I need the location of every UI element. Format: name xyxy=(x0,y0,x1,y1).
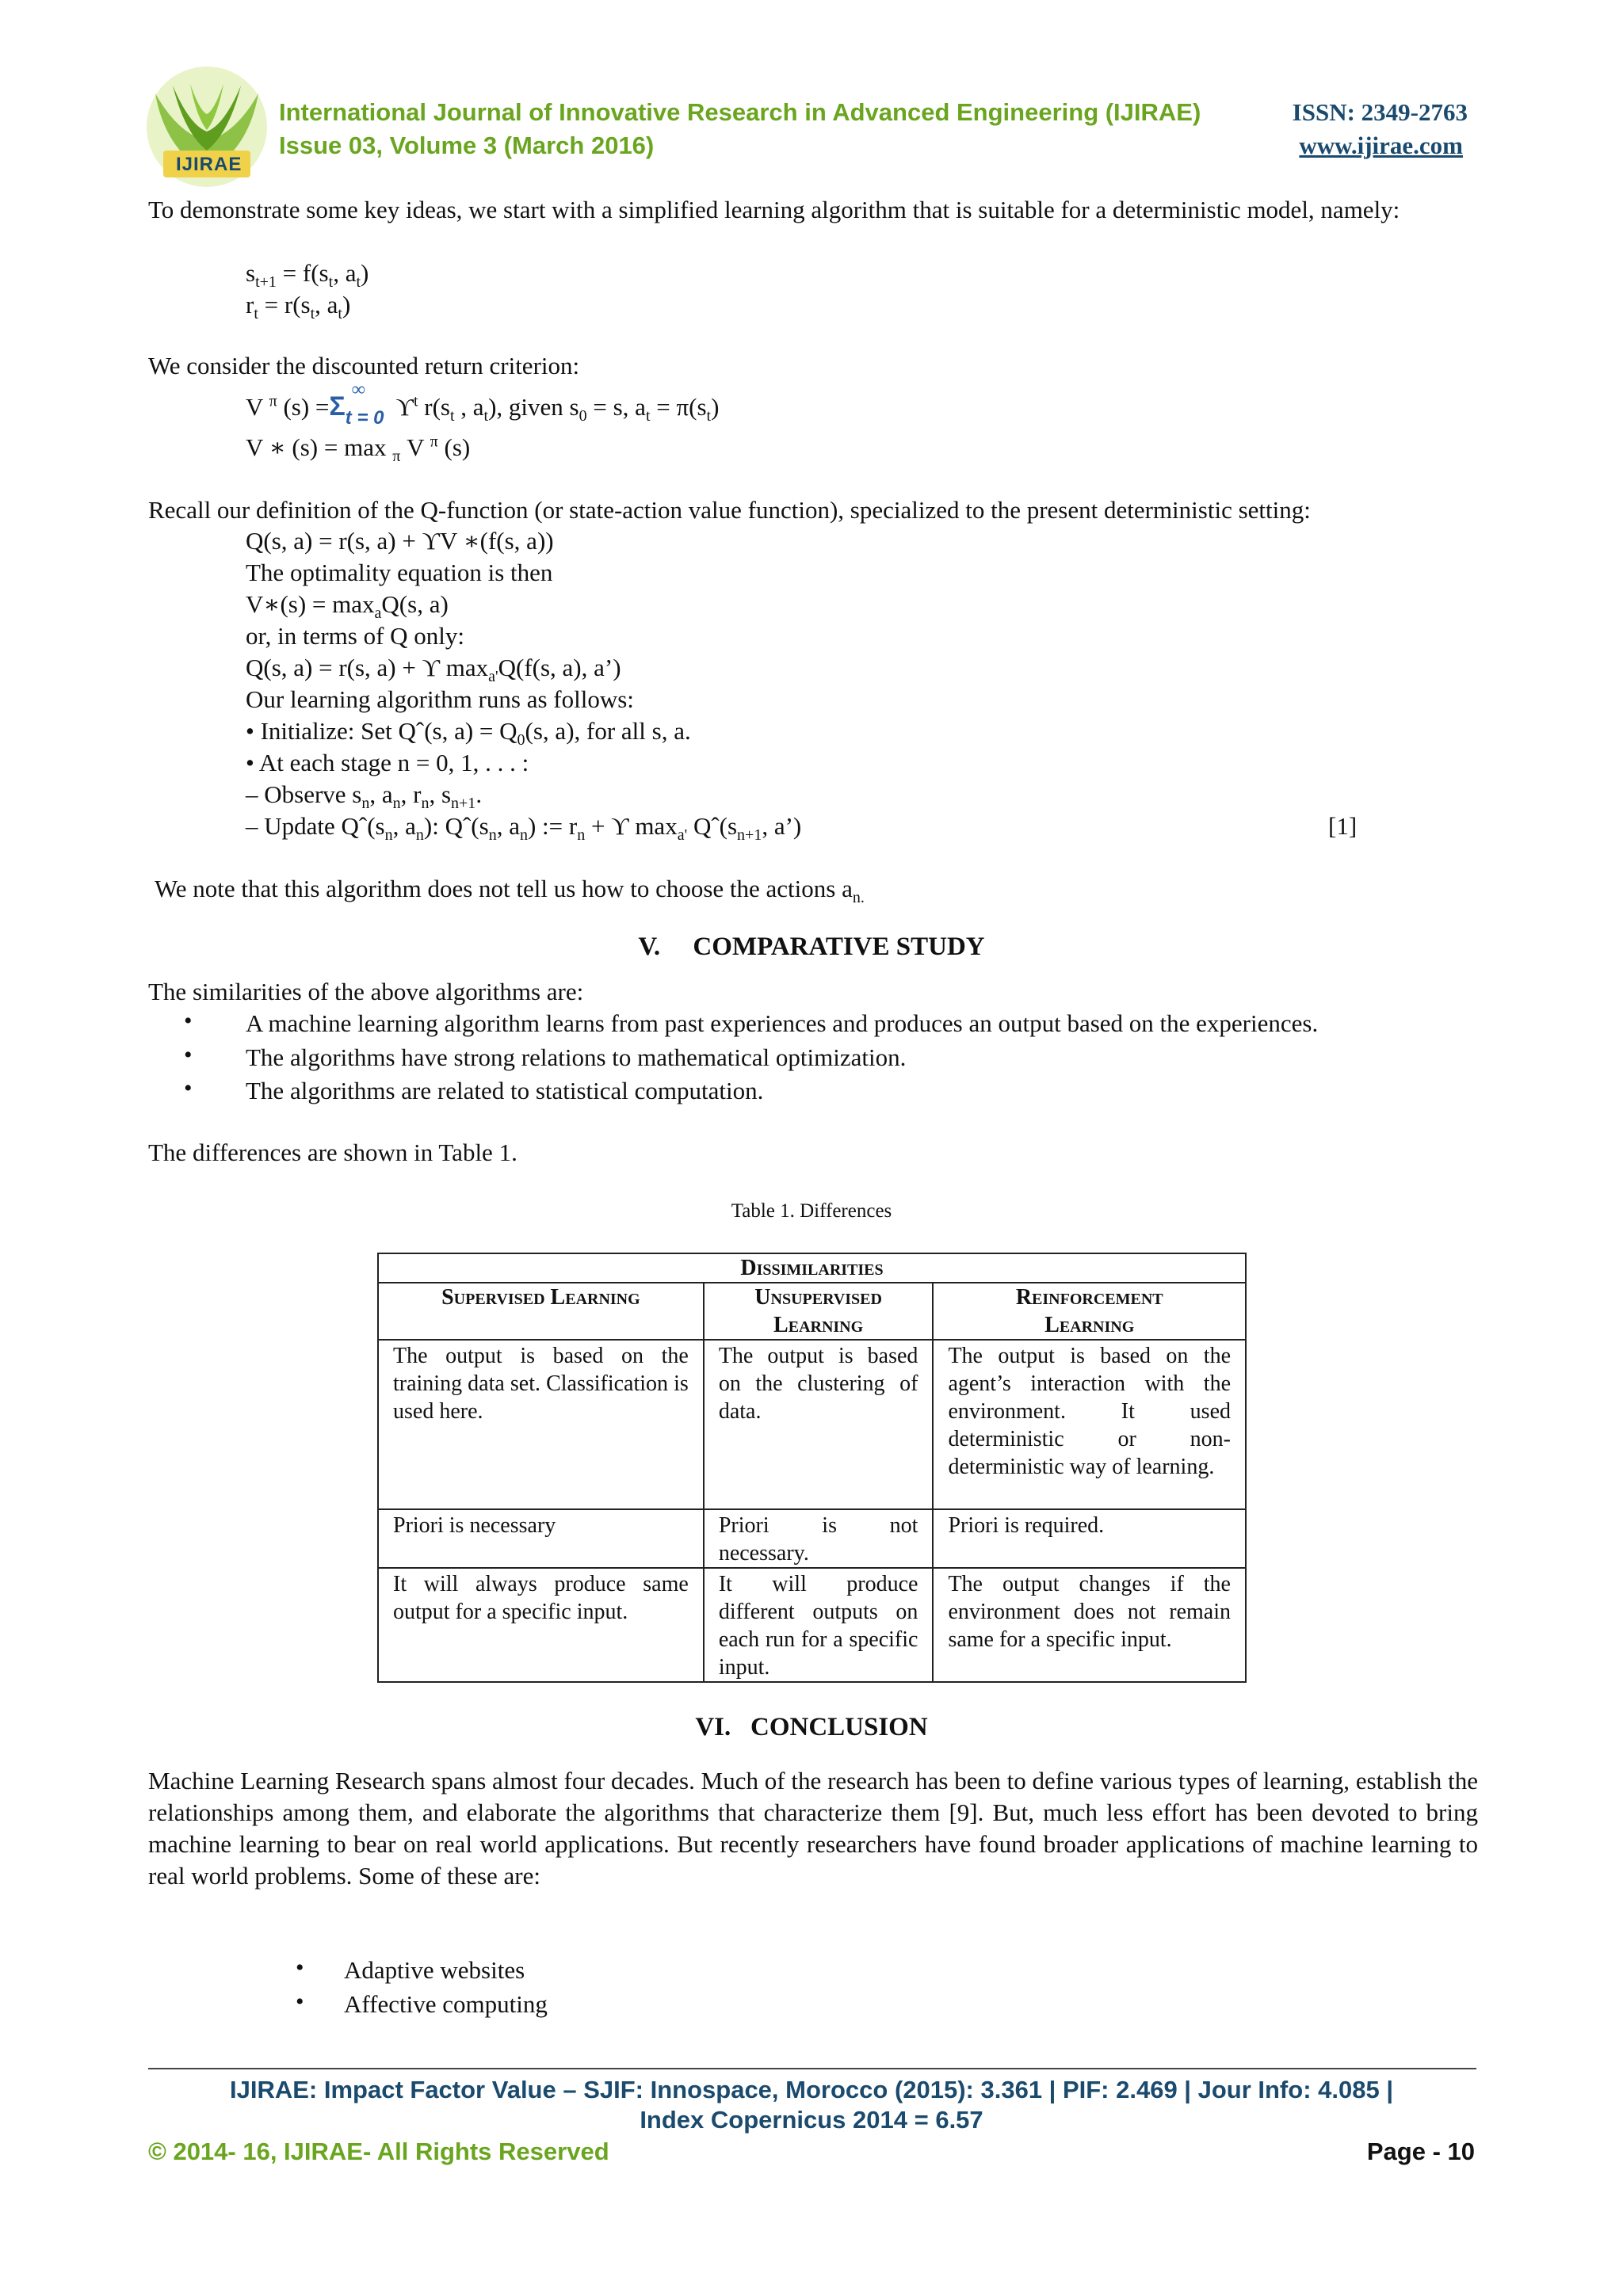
table-cell: It will produce different outputs on each run for a specific input. xyxy=(704,1568,934,1682)
similarity-item: The algorithms are related to statistical computation. xyxy=(246,1077,764,1104)
issue-info: Issue 03, Volume 3 (March 2016) xyxy=(279,132,655,159)
page-number: Page - 10 xyxy=(1366,2138,1475,2165)
equation-value: V $^\pi$ (s) =Σ ∞ t = 0 $ϒ^t$ $r(s_t$ , $a_t$), given $s_0 = s$, $a_t = \pi(s_t)$ xyxy=(246,379,720,429)
optimality-text: The optimality equation is then xyxy=(246,559,553,586)
differences-table xyxy=(377,1253,1247,1683)
similarity-item: A machine learning algorithm learns from past experiences and produces an output based on the experiences. xyxy=(246,1009,1319,1037)
footer-impact-factor: IJIRAE: Impact Factor Value – SJIF: Innospace, Morocco (2015): 3.361 | PIF: 2.469 | Jour Info: 4.085 | xyxy=(230,2076,1393,2103)
algorithm-step-update: – Update $Qˆ(s_n$, $a_n$): $Qˆ(s_n$, $a_n$) := $r_n + ϒ$ $\max_{a'}$ $Qˆ(s_{n+1}$, a’) xyxy=(246,812,802,845)
logo-text: IJIRAE xyxy=(176,154,242,175)
table-cell: Priori is required. xyxy=(933,1509,1246,1568)
bullet-icon: • xyxy=(184,1075,193,1101)
reference-1: [1] xyxy=(1328,812,1358,840)
equation-reward: $r_t = r(s_t$, $a_t$) xyxy=(246,291,351,323)
bullet-icon: • xyxy=(184,1042,193,1068)
section-heading-comparative-study: V. COMPARATIVE STUDY xyxy=(638,933,985,961)
discounted-return-text: We consider the discounted return criterion: xyxy=(148,352,580,379)
column-header: Reinforcement Learning xyxy=(933,1283,1246,1340)
bullet-icon: • xyxy=(296,1989,304,2015)
table-cell: Priori is not necessary. xyxy=(704,1509,934,1568)
table-row xyxy=(378,1340,1246,1509)
issn: ISSN: 2349-2763 xyxy=(1292,98,1468,126)
table-group-header: Dissimilarities xyxy=(378,1253,1246,1283)
journal-logo xyxy=(141,62,273,189)
equation-optimality: V∗(s) = $\max_aQ(s$, a) xyxy=(246,590,449,623)
table-caption: Table 1. Differences xyxy=(731,1200,892,1222)
table-cell: The output is based on the clustering of data. xyxy=(704,1340,934,1509)
algorithm-step-stage: • At each stage n = 0, 1, . . . : xyxy=(246,749,529,776)
journal-title: International Journal of Innovative Research in Advanced Engineering (IJIRAE) xyxy=(279,98,1201,126)
journal-url-link[interactable]: www.ijirae.com xyxy=(1299,132,1463,159)
algorithm-step-initialize: • Initialize: Set Qˆ(s, $a) = Q_0(s$, a), for all s, a. xyxy=(246,717,691,749)
section-heading-conclusion: VI. CONCLUSION xyxy=(695,1713,928,1741)
equation-optimal-value: V ∗ (s) = max $_\pi$ V $^\pi$ (s) xyxy=(246,433,471,466)
table-cell: Priori is necessary xyxy=(378,1509,704,1568)
table-cell: The output changes if the environment does not remain same for a specific input. xyxy=(933,1568,1246,1682)
table-cell: The output is based on the training data set. Classification is used here. xyxy=(378,1340,704,1509)
footer-divider xyxy=(148,2068,1476,2069)
table-row xyxy=(378,1509,1246,1568)
table-cell: The output is based on the agent’s interaction with the environment. It used deterministic or non-deterministic way of learning. xyxy=(933,1340,1246,1509)
differences-intro: The differences are shown in Table 1. xyxy=(148,1138,517,1166)
table-row xyxy=(378,1568,1246,1682)
bullet-icon: • xyxy=(296,1955,304,1981)
algorithm-note: We note that this algorithm does not tell us how to choose the actions $a_{n.}$ xyxy=(155,875,865,907)
footer-index-copernicus: Index Copernicus 2014 = 6.57 xyxy=(640,2106,983,2134)
equation-q-definition: Q(s, a) = r(s, a) + ϒV ∗(f(s, a)) xyxy=(246,527,554,555)
bullet-icon: • xyxy=(184,1008,193,1034)
conclusion-paragraph: Machine Learning Research spans almost four decades. Much of the research has been to define various types of learning, establish the relationships among them, and elaborate the algorithms that characterize them [9]. But, much less effort has been devoted to bring machine learning to bear on real world applications. But recently researchers have found broader applications of machine learning to real world problems. Some of these are: xyxy=(148,1767,1478,1890)
column-header: Supervised Learning xyxy=(378,1283,704,1340)
algorithm-step-observe: – Observe $s_n$, $a_n$, $r_n$, $s_{n+1}$. xyxy=(246,780,483,813)
table-cell: It will always produce same output for a specific input. xyxy=(378,1568,704,1682)
table-group-header-row xyxy=(378,1253,1246,1283)
similarities-intro: The similarities of the above algorithms are: xyxy=(148,978,584,1005)
table-column-header-row xyxy=(378,1283,1246,1340)
equation-transition: $s_{t+1} = f(s_t$, $a_t$) xyxy=(246,259,369,292)
algorithm-intro: Our learning algorithm runs as follows: xyxy=(246,685,634,713)
q-function-paragraph: Recall our definition of the Q-function (or state-action value function), specialized to the present deterministic setting: xyxy=(148,496,1311,524)
footer-copyright: © 2014- 16, IJIRAE- All Rights Reserved xyxy=(148,2138,609,2165)
intro-paragraph: To demonstrate some key ideas, we start with a simplified learning algorithm that is suitable for a deterministic model, namely: xyxy=(148,196,1400,223)
q-only-text: or, in terms of Q only: xyxy=(246,622,465,650)
application-item: Adaptive websites xyxy=(344,1956,525,1984)
column-header: Unsupervised Learning xyxy=(704,1283,934,1340)
application-item: Affective computing xyxy=(344,1990,548,2018)
similarity-item: The algorithms have strong relations to mathematical optimization. xyxy=(246,1043,907,1071)
equation-q-bellman: Q(s, a) = r(s, a) + ϒ $\max_{a'}Q(f(s$, a), a’) xyxy=(246,654,621,686)
